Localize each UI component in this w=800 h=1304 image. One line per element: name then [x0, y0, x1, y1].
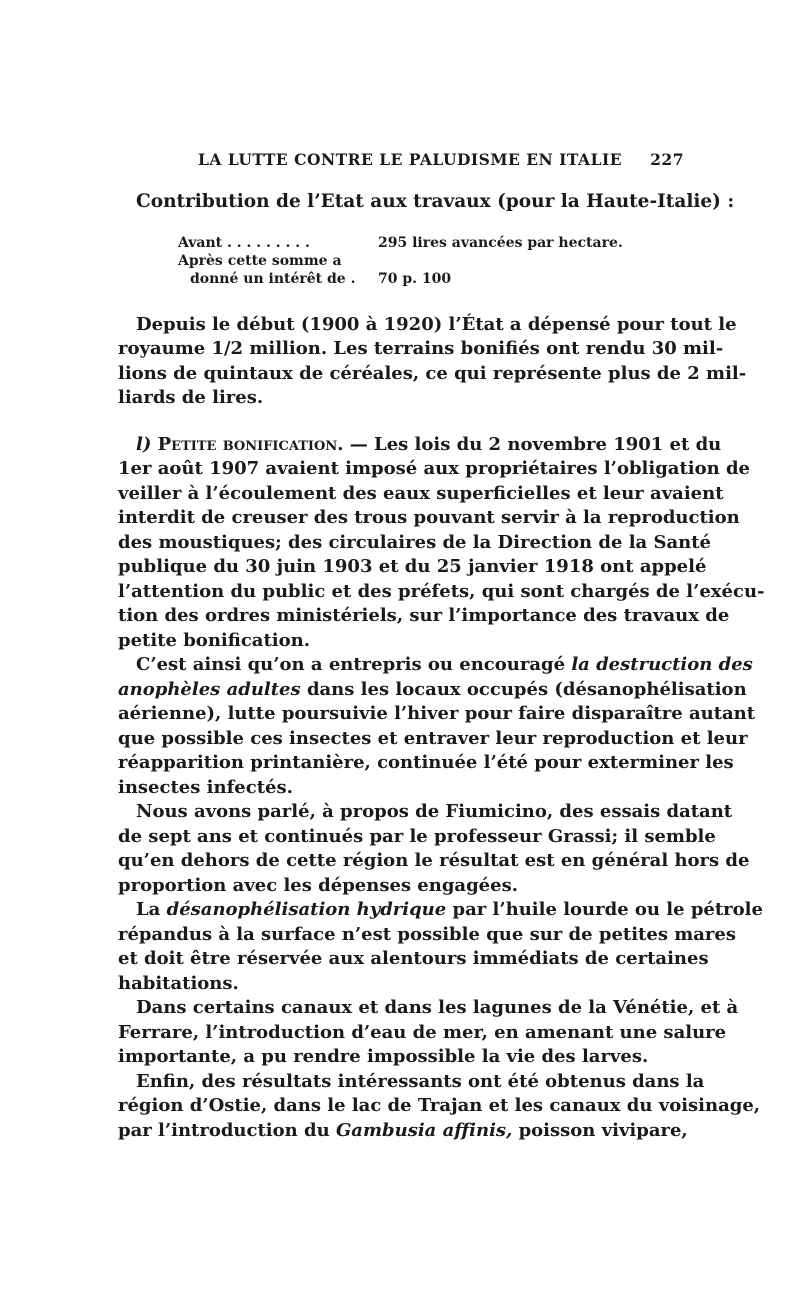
table-value: 295 lires avancées par hectare. [378, 235, 623, 251]
text-line: que possible ces insectes et entraver leur reproduction et leur [118, 728, 748, 749]
table-label: donné un intérêt de . [190, 271, 356, 287]
text-line: des moustiques; des circulaires de la Direction de la Santé [118, 532, 711, 553]
text-line: tion des ordres ministériels, sur l’importance des travaux de [118, 605, 730, 626]
text-segment: La [136, 899, 161, 920]
table-label: Avant . . . . . . . . . [178, 235, 310, 251]
text-line: Nous avons parlé, à propos de Fiumicino, des essais datant [136, 801, 733, 822]
text-line: habitations. [118, 973, 239, 994]
text-line [118, 678, 747, 702]
table-row [190, 270, 451, 288]
text-line: Enfin, des résultats intéressants ont été obtenus dans la [136, 1071, 705, 1092]
text-line: de sept ans et continués par le professeur Grassi; il semble [118, 826, 716, 847]
section-first-line-text: Les lois du 2 novembre 1901 et du [374, 434, 722, 455]
italic-phrase: désanophélisation hydrique [166, 899, 447, 920]
text-line [118, 1119, 688, 1143]
text-line [136, 898, 763, 922]
text-segment: poisson vivipare, [518, 1120, 688, 1141]
section-dash: — [349, 434, 368, 455]
text-line: importante, a pu rendre impossible la vie des larves. [118, 1046, 649, 1067]
text-line: Ferrare, l’introduction d’eau de mer, en amenant une salure [118, 1022, 727, 1043]
text-line: veiller à l’écoulement des eaux superficielles et leur avaient [118, 483, 724, 504]
table-row [178, 234, 623, 252]
text-line: petite bonification. [118, 630, 310, 651]
table-label: Après cette somme a [178, 253, 342, 269]
text-line: publique du 30 juin 1903 et du 25 janvier 1918 ont appelé [118, 556, 707, 577]
text-line: répandus à la surface n’est possible que sur de petites mares [118, 924, 736, 945]
italic-phrase: la destruction des [571, 654, 753, 675]
section-first-line [136, 433, 722, 457]
text-line: 1er août 1907 avaient imposé aux propriétaires l’obligation de [118, 458, 751, 479]
contribution-heading: Contribution de l’Etat aux travaux (pour la Haute-Italie) : [136, 191, 735, 212]
text-line: Depuis le début (1900 à 1920) l’État a dépensé pour tout le [136, 314, 737, 335]
text-segment: par l’huile lourde ou le pétrole [452, 899, 763, 920]
section-title: Petite bonification. [157, 434, 344, 455]
text-line: interdit de creuser des trous pouvant servir à la reproduction [118, 507, 740, 528]
text-line: aérienne), lutte poursuivie l’hiver pour faire disparaître autant [118, 703, 756, 724]
section-marker: l) [136, 434, 152, 455]
table-value: 70 p. 100 [378, 271, 452, 287]
text-line: royaume 1/2 million. Les terrains bonifiés ont rendu 30 mil- [118, 338, 724, 359]
text-line: réapparition printanière, continuée l’été pour exterminer les [118, 752, 734, 773]
text-line: lions de quintaux de céréales, ce qui représente plus de 2 mil- [118, 363, 747, 384]
text-segment: C’est ainsi qu’on a entrepris ou encouragé [136, 654, 566, 675]
text-line [136, 653, 753, 677]
text-line: région d’Ostie, dans le lac de Trajan et les canaux du voisinage, [118, 1095, 761, 1116]
text-line: qu’en dehors de cette région le résultat est en général hors de [118, 850, 750, 871]
text-line: proportion avec les dépenses engagées. [118, 875, 518, 896]
running-header [118, 150, 684, 174]
text-line: et doit être réservée aux alentours immédiats de certaines [118, 948, 709, 969]
text-line: liards de lires. [118, 387, 264, 408]
text-line: l’attention du public et des préfets, qui sont chargés de l’exécu- [118, 581, 765, 602]
page-number: 227 [650, 150, 684, 169]
table-row [178, 252, 378, 270]
running-title: LA LUTTE CONTRE LE PALUDISME EN ITALIE [198, 150, 623, 169]
italic-phrase: Gambusia affinis, [335, 1120, 513, 1141]
text-segment: dans les locaux occupés (désanophélisation [306, 679, 747, 700]
italic-phrase: anophèles adultes [118, 679, 301, 700]
text-segment: par l’introduction du [118, 1120, 330, 1141]
text-line: Dans certains canaux et dans les lagunes de la Vénétie, et à [136, 997, 739, 1018]
text-line: insectes infectés. [118, 777, 293, 798]
